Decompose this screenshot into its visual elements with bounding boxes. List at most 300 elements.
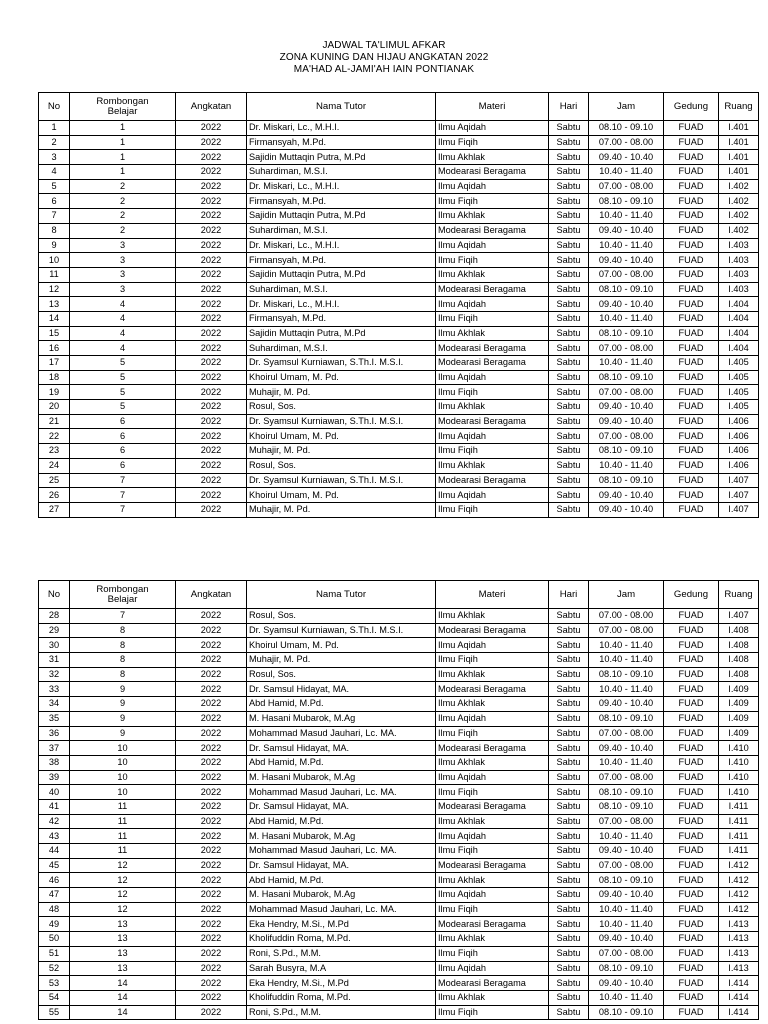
cell-nama-tutor: Dr. Samsul Hidayat, MA. [247,858,436,873]
cell-hari: Sabtu [549,667,589,682]
cell-gedung: FUAD [664,755,719,770]
cell-materi: Modearasi Beragama [436,623,549,638]
header-ruang: Ruang [719,93,759,121]
cell-nama-tutor: Dr. Syamsul Kurniawan, S.Th.I. M.S.I. [247,414,436,429]
cell-gedung: FUAD [664,385,719,400]
table-row [39,1005,759,1020]
cell-ruang: I.405 [719,356,759,371]
cell-angkatan: 2022 [176,223,247,238]
cell-no: 43 [39,829,70,844]
cell-no: 17 [39,356,70,371]
cell-angkatan: 2022 [176,902,247,917]
cell-no: 51 [39,946,70,961]
cell-nama-tutor: Mohammad Masud Jauhari, Lc. MA. [247,844,436,859]
cell-materi: Modearasi Beragama [436,165,549,180]
cell-gedung: FUAD [664,609,719,624]
table-row [39,238,759,253]
cell-rombel: 5 [70,400,176,415]
cell-jam: 07.00 - 08.00 [589,623,664,638]
cell-nama-tutor: Sarah Busyra, M.A [247,961,436,976]
table-row [39,976,759,991]
cell-angkatan: 2022 [176,356,247,371]
table-row [39,165,759,180]
cell-hari: Sabtu [549,267,589,282]
cell-angkatan: 2022 [176,976,247,991]
cell-gedung: FUAD [664,282,719,297]
cell-materi: Ilmu Fiqih [436,385,549,400]
cell-hari: Sabtu [549,697,589,712]
cell-materi: Ilmu Akhlak [436,990,549,1005]
header-angkatan: Angkatan [176,93,247,121]
cell-gedung: FUAD [664,311,719,326]
header-nama-tutor: Nama Tutor [247,581,436,609]
cell-rombel: 11 [70,844,176,859]
cell-materi: Ilmu Aqidah [436,711,549,726]
cell-gedung: FUAD [664,458,719,473]
cell-materi: Ilmu Fiqih [436,1005,549,1020]
cell-jam: 09.40 - 10.40 [589,297,664,312]
cell-no: 53 [39,976,70,991]
cell-nama-tutor: Suhardiman, M.S.I. [247,341,436,356]
cell-ruang: I.407 [719,502,759,517]
cell-jam: 08.10 - 09.10 [589,282,664,297]
cell-no: 26 [39,488,70,503]
cell-jam: 08.10 - 09.10 [589,444,664,459]
cell-ruang: I.412 [719,888,759,903]
cell-rombel: 1 [70,135,176,150]
cell-gedung: FUAD [664,682,719,697]
cell-jam: 10.40 - 11.40 [589,311,664,326]
cell-no: 16 [39,341,70,356]
cell-rombel: 2 [70,223,176,238]
cell-angkatan: 2022 [176,946,247,961]
cell-materi: Ilmu Akhlak [436,400,549,415]
cell-angkatan: 2022 [176,917,247,932]
doc-title-line-1: JADWAL TA'LIMUL AFKAR [322,40,446,51]
cell-jam: 08.10 - 09.10 [589,873,664,888]
cell-gedung: FUAD [664,400,719,415]
cell-ruang: I.404 [719,297,759,312]
table-row [39,888,759,903]
cell-gedung: FUAD [664,473,719,488]
cell-materi: Ilmu Fiqih [436,946,549,961]
cell-materi: Modearasi Beragama [436,414,549,429]
cell-angkatan: 2022 [176,829,247,844]
cell-angkatan: 2022 [176,638,247,653]
cell-jam: 10.40 - 11.40 [589,755,664,770]
cell-no: 4 [39,165,70,180]
cell-rombel: 14 [70,990,176,1005]
cell-jam: 07.00 - 08.00 [589,385,664,400]
table-row [39,458,759,473]
cell-materi: Ilmu Aqidah [436,297,549,312]
cell-materi: Modearasi Beragama [436,473,549,488]
cell-gedung: FUAD [664,726,719,741]
cell-ruang: I.408 [719,623,759,638]
table-row [39,799,759,814]
cell-no: 23 [39,444,70,459]
cell-no: 55 [39,1005,70,1020]
table-row [39,502,759,517]
cell-ruang: I.402 [719,194,759,209]
table-row [39,385,759,400]
cell-angkatan: 2022 [176,370,247,385]
cell-gedung: FUAD [664,209,719,224]
cell-jam: 09.40 - 10.40 [589,976,664,991]
cell-jam: 08.10 - 09.10 [589,785,664,800]
cell-angkatan: 2022 [176,179,247,194]
cell-no: 12 [39,282,70,297]
cell-ruang: I.411 [719,844,759,859]
cell-jam: 08.10 - 09.10 [589,121,664,136]
cell-jam: 10.40 - 11.40 [589,653,664,668]
cell-gedung: FUAD [664,961,719,976]
cell-ruang: I.408 [719,667,759,682]
cell-materi: Modearasi Beragama [436,356,549,371]
cell-nama-tutor: Dr. Samsul Hidayat, MA. [247,682,436,697]
cell-hari: Sabtu [549,711,589,726]
cell-gedung: FUAD [664,844,719,859]
cell-hari: Sabtu [549,844,589,859]
cell-rombel: 2 [70,209,176,224]
cell-nama-tutor: Abd Hamid, M.Pd. [247,755,436,770]
cell-materi: Ilmu Akhlak [436,209,549,224]
cell-gedung: FUAD [664,414,719,429]
cell-jam: 07.00 - 08.00 [589,609,664,624]
cell-jam: 09.40 - 10.40 [589,844,664,859]
cell-materi: Ilmu Akhlak [436,150,549,165]
table-row [39,638,759,653]
cell-ruang: I.404 [719,326,759,341]
cell-rombel: 9 [70,682,176,697]
table-row [39,267,759,282]
cell-jam: 08.10 - 09.10 [589,370,664,385]
cell-angkatan: 2022 [176,267,247,282]
cell-no: 35 [39,711,70,726]
table-row [39,785,759,800]
cell-gedung: FUAD [664,799,719,814]
cell-no: 47 [39,888,70,903]
header-hari: Hari [549,93,589,121]
table-row [39,873,759,888]
cell-nama-tutor: Kholifuddin Roma, M.Pd. [247,932,436,947]
cell-hari: Sabtu [549,976,589,991]
cell-no: 11 [39,267,70,282]
cell-ruang: I.409 [719,682,759,697]
cell-rombel: 6 [70,444,176,459]
table-row [39,341,759,356]
cell-nama-tutor: Dr. Miskari, Lc., M.H.I. [247,121,436,136]
table-row [39,150,759,165]
table-row [39,414,759,429]
cell-ruang: I.410 [719,755,759,770]
cell-angkatan: 2022 [176,209,247,224]
table-row [39,653,759,668]
cell-hari: Sabtu [549,223,589,238]
cell-no: 49 [39,917,70,932]
cell-jam: 10.40 - 11.40 [589,917,664,932]
cell-angkatan: 2022 [176,755,247,770]
cell-gedung: FUAD [664,917,719,932]
cell-hari: Sabtu [549,253,589,268]
cell-gedung: FUAD [664,932,719,947]
cell-rombel: 7 [70,488,176,503]
table-row [39,488,759,503]
table-row [39,326,759,341]
cell-no: 39 [39,770,70,785]
cell-hari: Sabtu [549,209,589,224]
table-row [39,697,759,712]
cell-rombel: 13 [70,961,176,976]
cell-ruang: I.402 [719,223,759,238]
table-row [39,711,759,726]
cell-hari: Sabtu [549,502,589,517]
table-row [39,209,759,224]
cell-nama-tutor: Khoirul Umam, M. Pd. [247,638,436,653]
cell-materi: Ilmu Aqidah [436,238,549,253]
cell-nama-tutor: Abd Hamid, M.Pd. [247,873,436,888]
cell-jam: 08.10 - 09.10 [589,473,664,488]
cell-ruang: I.402 [719,209,759,224]
cell-jam: 10.40 - 11.40 [589,209,664,224]
cell-materi: Ilmu Akhlak [436,609,549,624]
cell-jam: 09.40 - 10.40 [589,253,664,268]
cell-rombel: 5 [70,385,176,400]
cell-hari: Sabtu [549,917,589,932]
cell-nama-tutor: Rosul, Sos. [247,667,436,682]
cell-rombel: 1 [70,150,176,165]
cell-materi: Ilmu Akhlak [436,267,549,282]
cell-hari: Sabtu [549,429,589,444]
cell-angkatan: 2022 [176,844,247,859]
cell-nama-tutor: Firmansyah, M.Pd. [247,194,436,209]
cell-materi: Modearasi Beragama [436,282,549,297]
cell-materi: Modearasi Beragama [436,741,549,756]
cell-gedung: FUAD [664,238,719,253]
cell-hari: Sabtu [549,755,589,770]
cell-hari: Sabtu [549,341,589,356]
cell-materi: Ilmu Akhlak [436,667,549,682]
cell-rombel: 8 [70,638,176,653]
cell-no: 22 [39,429,70,444]
cell-nama-tutor: Muhajir, M. Pd. [247,502,436,517]
cell-hari: Sabtu [549,165,589,180]
cell-materi: Ilmu Fiqih [436,444,549,459]
cell-angkatan: 2022 [176,429,247,444]
cell-gedung: FUAD [664,121,719,136]
cell-angkatan: 2022 [176,682,247,697]
cell-angkatan: 2022 [176,150,247,165]
cell-no: 6 [39,194,70,209]
cell-jam: 08.10 - 09.10 [589,667,664,682]
cell-no: 15 [39,326,70,341]
cell-ruang: I.406 [719,444,759,459]
cell-rombel: 10 [70,785,176,800]
cell-no: 20 [39,400,70,415]
table-row [39,253,759,268]
cell-no: 41 [39,799,70,814]
cell-nama-tutor: Roni, S.Pd., M.M. [247,946,436,961]
cell-materi: Modearasi Beragama [436,682,549,697]
cell-hari: Sabtu [549,370,589,385]
cell-angkatan: 2022 [176,194,247,209]
cell-hari: Sabtu [549,179,589,194]
cell-ruang: I.407 [719,488,759,503]
cell-nama-tutor: Dr. Samsul Hidayat, MA. [247,799,436,814]
table-row [39,356,759,371]
cell-hari: Sabtu [549,946,589,961]
cell-no: 19 [39,385,70,400]
table-row [39,726,759,741]
cell-rombel: 11 [70,799,176,814]
table-row [39,902,759,917]
cell-gedung: FUAD [664,829,719,844]
cell-angkatan: 2022 [176,488,247,503]
cell-jam: 09.40 - 10.40 [589,502,664,517]
cell-ruang: I.414 [719,990,759,1005]
cell-gedung: FUAD [664,711,719,726]
table-row [39,741,759,756]
cell-ruang: I.414 [719,1005,759,1020]
cell-angkatan: 2022 [176,282,247,297]
cell-materi: Ilmu Akhlak [436,326,549,341]
doc-title-line-3: MA'HAD AL-JAMI'AH IAIN PONTIANAK [293,64,475,75]
cell-jam: 10.40 - 11.40 [589,638,664,653]
table-row [39,297,759,312]
cell-gedung: FUAD [664,873,719,888]
cell-hari: Sabtu [549,829,589,844]
cell-materi: Modearasi Beragama [436,799,549,814]
cell-nama-tutor: Dr. Syamsul Kurniawan, S.Th.I. M.S.I. [247,356,436,371]
cell-ruang: I.409 [719,697,759,712]
cell-jam: 10.40 - 11.40 [589,458,664,473]
cell-rombel: 7 [70,609,176,624]
cell-rombel: 2 [70,179,176,194]
table-row [39,370,759,385]
cell-angkatan: 2022 [176,697,247,712]
cell-hari: Sabtu [549,311,589,326]
cell-rombel: 7 [70,502,176,517]
table-row [39,667,759,682]
table-row [39,946,759,961]
cell-rombel: 4 [70,297,176,312]
cell-nama-tutor: Mohammad Masud Jauhari, Lc. MA. [247,785,436,800]
cell-nama-tutor: Suhardiman, M.S.I. [247,223,436,238]
cell-materi: Ilmu Akhlak [436,932,549,947]
cell-hari: Sabtu [549,609,589,624]
cell-materi: Ilmu Akhlak [436,814,549,829]
cell-jam: 10.40 - 11.40 [589,356,664,371]
cell-rombel: 13 [70,917,176,932]
cell-hari: Sabtu [549,150,589,165]
cell-ruang: I.402 [719,179,759,194]
cell-nama-tutor: Dr. Miskari, Lc., M.H.I. [247,179,436,194]
cell-no: 24 [39,458,70,473]
cell-hari: Sabtu [549,444,589,459]
cell-rombel: 3 [70,282,176,297]
cell-nama-tutor: M. Hasani Mubarok, M.Ag [247,829,436,844]
table-header-row [39,93,759,121]
cell-gedung: FUAD [664,888,719,903]
cell-jam: 09.40 - 10.40 [589,888,664,903]
cell-jam: 10.40 - 11.40 [589,829,664,844]
cell-nama-tutor: Abd Hamid, M.Pd. [247,814,436,829]
cell-nama-tutor: Dr. Syamsul Kurniawan, S.Th.I. M.S.I. [247,623,436,638]
cell-gedung: FUAD [664,667,719,682]
cell-materi: Ilmu Aqidah [436,961,549,976]
cell-hari: Sabtu [549,726,589,741]
cell-angkatan: 2022 [176,609,247,624]
cell-jam: 09.40 - 10.40 [589,400,664,415]
cell-materi: Ilmu Fiqih [436,726,549,741]
cell-nama-tutor: Sajidin Muttaqin Putra, M.Pd [247,326,436,341]
table-body [39,121,759,518]
cell-materi: Ilmu Fiqih [436,844,549,859]
cell-materi: Modearasi Beragama [436,223,549,238]
cell-no: 9 [39,238,70,253]
cell-hari: Sabtu [549,326,589,341]
cell-angkatan: 2022 [176,667,247,682]
cell-nama-tutor: Khoirul Umam, M. Pd. [247,370,436,385]
cell-materi: Ilmu Aqidah [436,121,549,136]
cell-rombel: 2 [70,194,176,209]
cell-materi: Ilmu Aqidah [436,370,549,385]
cell-rombel: 11 [70,814,176,829]
cell-no: 32 [39,667,70,682]
cell-hari: Sabtu [549,473,589,488]
cell-gedung: FUAD [664,370,719,385]
cell-hari: Sabtu [549,1005,589,1020]
cell-nama-tutor: M. Hasani Mubarok, M.Ag [247,711,436,726]
cell-no: 42 [39,814,70,829]
cell-hari: Sabtu [549,458,589,473]
cell-no: 31 [39,653,70,668]
cell-hari: Sabtu [549,385,589,400]
cell-no: 28 [39,609,70,624]
cell-materi: Ilmu Aqidah [436,829,549,844]
table-row [39,179,759,194]
cell-no: 37 [39,741,70,756]
header-rombel: Rombongan Belajar [70,93,176,121]
cell-nama-tutor: Dr. Miskari, Lc., M.H.I. [247,297,436,312]
cell-ruang: I.408 [719,638,759,653]
cell-jam: 09.40 - 10.40 [589,414,664,429]
cell-materi: Ilmu Aqidah [436,638,549,653]
cell-gedung: FUAD [664,194,719,209]
cell-nama-tutor: Eka Hendry, M.Si., M.Pd [247,976,436,991]
cell-gedung: FUAD [664,326,719,341]
cell-jam: 08.10 - 09.10 [589,1005,664,1020]
cell-materi: Ilmu Fiqih [436,785,549,800]
cell-jam: 08.10 - 09.10 [589,326,664,341]
cell-ruang: I.403 [719,267,759,282]
cell-rombel: 6 [70,429,176,444]
cell-rombel: 13 [70,932,176,947]
cell-rombel: 12 [70,902,176,917]
cell-materi: Ilmu Aqidah [436,488,549,503]
cell-no: 33 [39,682,70,697]
cell-rombel: 5 [70,370,176,385]
cell-ruang: I.410 [719,770,759,785]
cell-gedung: FUAD [664,253,719,268]
cell-materi: Ilmu Akhlak [436,458,549,473]
cell-jam: 07.00 - 08.00 [589,179,664,194]
cell-no: 52 [39,961,70,976]
cell-ruang: I.407 [719,609,759,624]
cell-rombel: 14 [70,976,176,991]
cell-nama-tutor: M. Hasani Mubarok, M.Ag [247,888,436,903]
cell-rombel: 10 [70,770,176,785]
